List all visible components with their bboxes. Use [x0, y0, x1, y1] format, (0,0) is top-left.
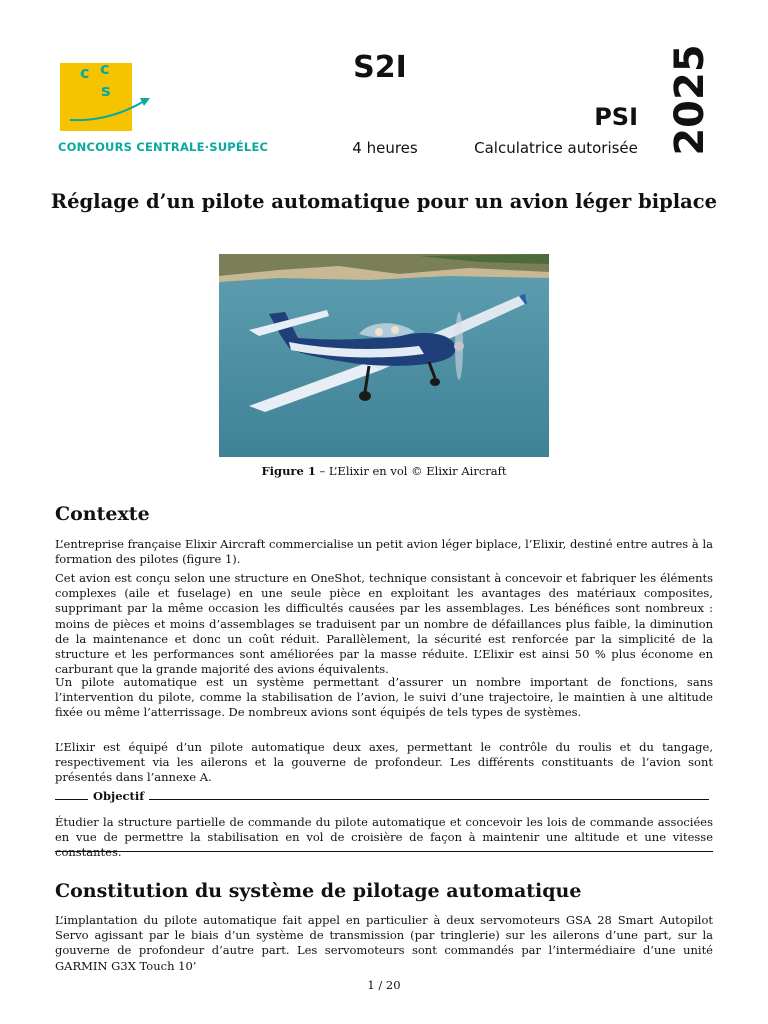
section-heading-constitution: Constitution du système de pilotage automatique [55, 880, 582, 902]
subject-code: S2I [353, 50, 407, 85]
aircraft-photo [219, 254, 549, 457]
ccs-logo-icon [60, 58, 160, 138]
objective-rule-bottom [55, 851, 713, 852]
logo-text: CONCOURS CENTRALE·SUPÉLEC [58, 140, 269, 154]
paragraph: L’implantation du pilote automatique fait appel en particulier à deux servomoteurs GSA 28 Smart Autopilot Servo agissant par le biais d’un système de transmission (par tringlerie) sur les ailerons d’une part, sur la gouverne de profondeur d’autre part. Les servomoteurs sont commandés par l’intermédiaire d’une unité GARMIN G3X Touch 10’ [55, 913, 713, 973]
filiere: PSI [594, 103, 638, 131]
paragraph: L’Elixir est équipé d’un pilote automatique deux axes, permettant le contrôle du roulis et du tangage, respectivement via les ailerons et la gouverne de profondeur. Les différents constituants de l’avion sont présentés dans l’annexe A. [55, 740, 713, 785]
objective-rule-left [55, 799, 88, 800]
objective-text: Étudier la structure partielle de commande du pilote automatique et concevoir les lois de commande associées en vue de permettre la stabilisation en vol de croisière de façon à maintenir une altitude et une vitesse constantes. [55, 815, 713, 860]
page-number: 1 / 20 [367, 978, 401, 992]
exam-duration: 4 heures [352, 139, 418, 157]
objective-rule-right [149, 799, 709, 800]
svg-text:s: s [101, 81, 111, 100]
page-title: Réglage d’un pilote automatique pour un avion léger biplace [50, 190, 718, 213]
paragraph: L’entreprise française Elixir Aircraft commercialise un petit avion léger biplace, l’Elixir, destiné entre autres à la formation des pilotes (figure 1). [55, 537, 713, 567]
figure-caption [0, 464, 768, 478]
objective-label: Objectif [93, 789, 145, 803]
calculator-note: Calculatrice autorisée [474, 139, 638, 157]
svg-text:c: c [80, 63, 90, 82]
figure-caption-text: – L’Elixir en vol © Elixir Aircraft [315, 464, 507, 478]
figure-label: Figure 1 [261, 464, 316, 478]
section-heading-contexte: Contexte [55, 503, 150, 525]
paragraph: Cet avion est conçu selon une structure en OneShot, technique consistant à concevoir et fabriquer les éléments complexes (aile et fuselage) en une seule pièce en exploitant les avantages des matériaux composites, supprimant par la même occasion les difficultés causées par les assemblages. Les bénéfices sont nombreux : moins de pièces et moins d’assemblages se traduisent par un nombre de défaillances plus faible, la diminution de la maintenance et donc un coût réduit. Parallèlement, la sécurité est renforcée par la simplicité de la structure et les performances sont améliorées par la masse réduite. L’Elixir est ainsi 50 % plus économe en carburant que la grande majorité des avions équivalents. [55, 571, 713, 677]
paragraph: Un pilote automatique est un système permettant d’assurer un nombre important de fonctions, sans l’intervention du pilote, comme la stabilisation de l’avion, le suivi d’une trajectoire, le maintien à une altitude fixée ou même l’atterrissage. De nombreux avions sont équipés de tels types de systèmes. [55, 675, 713, 720]
svg-text:c: c [100, 59, 110, 78]
